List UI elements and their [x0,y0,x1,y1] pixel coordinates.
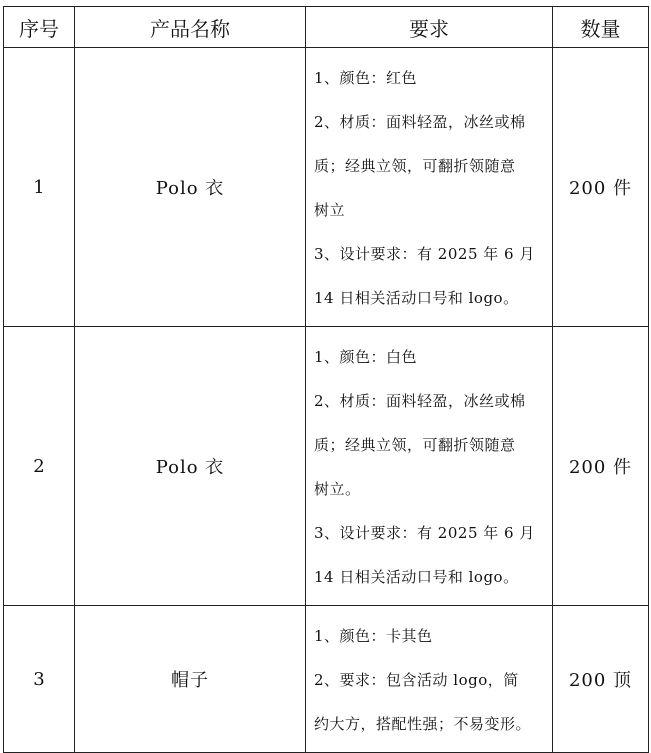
requirement-line: 14 日相关活动口号和 logo。 [314,568,519,586]
requirement-line: 2、材质：面料轻盈，冰丝或棉 [314,113,526,131]
requirement-line: 2、材质：面料轻盈，冰丝或棉 [314,392,526,410]
table-row [4,327,649,606]
requirement-line: 树立。 [314,480,361,498]
row-seq: 2 [4,327,75,606]
header-quantity: 数量 [553,7,649,48]
row-quantity: 200 顶 [553,606,649,753]
row-quantity: 200 件 [553,327,649,606]
table-row [4,606,649,753]
row-seq: 1 [4,48,75,327]
requirement-line: 质；经典立领，可翻折领随意 [314,436,516,454]
requirement-line: 2、要求：包含活动 logo，简 [314,671,519,689]
table-row [4,48,649,327]
requirement-line: 质；经典立领，可翻折领随意 [314,157,516,175]
requirement-line: 3、设计要求：有 2025 年 6 月 [314,524,535,542]
requirement-line: 1、颜色：白色 [314,348,418,366]
row-requirements [306,48,553,327]
header-requirements: 要求 [306,7,553,48]
header-seq: 序号 [4,7,75,48]
requirement-line: 树立 [314,201,346,219]
table-header-row [4,7,649,48]
requirement-line: 3、设计要求：有 2025 年 6 月 [314,245,535,263]
requirement-line: 1、颜色：卡其色 [314,627,433,645]
row-seq: 3 [4,606,75,753]
row-requirements [306,327,553,606]
row-requirements [306,606,553,753]
requirement-line: 14 日相关活动口号和 logo。 [314,289,519,307]
product-requirements-table [3,6,649,753]
row-quantity: 200 件 [553,48,649,327]
row-product-name: 帽子 [75,606,306,753]
row-product-name: Polo 衣 [75,48,306,327]
requirement-line: 1、颜色：红色 [314,69,418,87]
requirement-line: 约大方，搭配性强；不易变形。 [314,715,532,733]
row-product-name: Polo 衣 [75,327,306,606]
header-product-name: 产品名称 [75,7,306,48]
